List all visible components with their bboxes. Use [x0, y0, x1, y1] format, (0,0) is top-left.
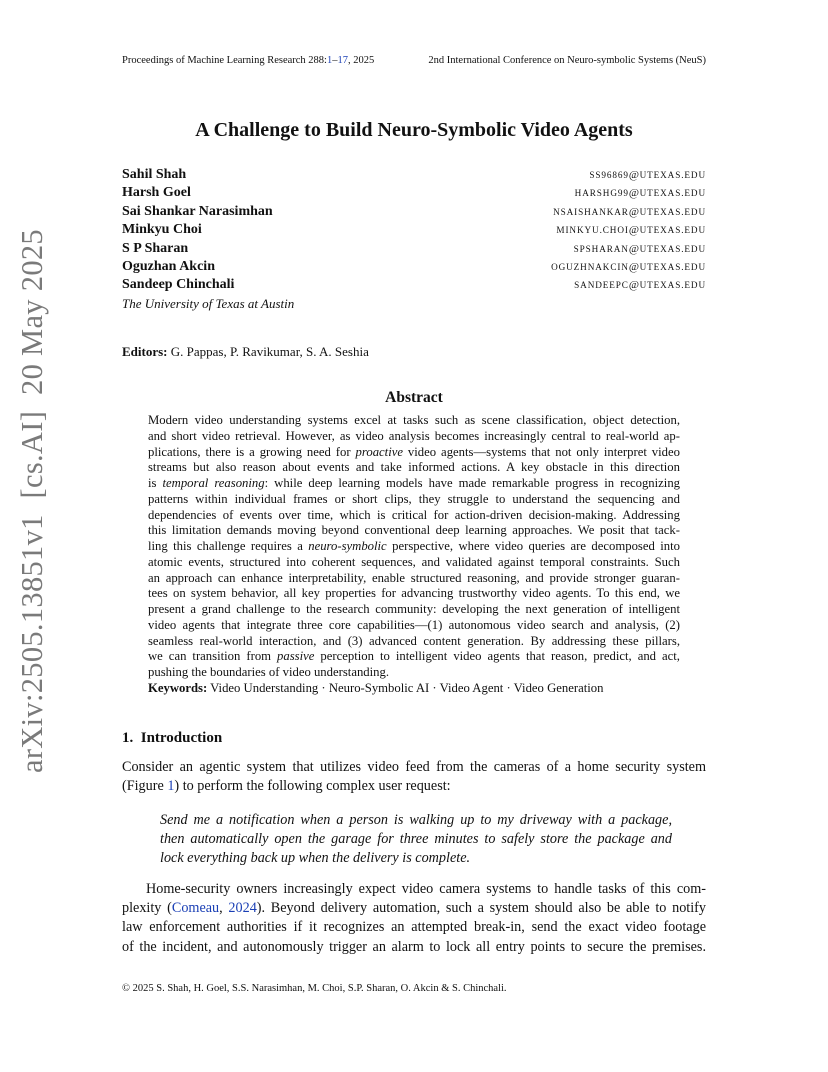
text-run: is	[148, 476, 163, 491]
proceedings-year: , 2025	[347, 55, 375, 66]
text-run: ,	[219, 900, 229, 917]
keywords-list: Video Understanding · Neuro-Symbolic AI · Video Agent · Video Generation	[207, 681, 604, 696]
text-run: we can transition from	[148, 649, 278, 664]
email-user: SS96869	[589, 170, 629, 180]
text-run: plexity (	[122, 900, 172, 917]
author-email[interactable]: SS96869@UTEXAS.EDU	[589, 169, 706, 181]
email-user: SPSHARAN	[573, 243, 629, 254]
page-end-link[interactable]: 17	[337, 55, 348, 66]
text-run: perception to intelligent video agents that reason, predict, and act,	[314, 649, 680, 664]
text-run: plications, there is a growing need for	[148, 444, 356, 459]
author-email[interactable]: SPSHARAN@UTEXAS.EDU	[573, 242, 706, 255]
text-run: ling this challenge requires a	[148, 539, 309, 554]
email-user: HARSHG99	[574, 188, 629, 199]
email-domain: UTEXAS.EDU	[639, 243, 706, 254]
paper-title: A Challenge to Build Neuro-Symbolic Video Agents	[195, 119, 633, 141]
author-row	[122, 277, 706, 295]
arxiv-stamp: arXiv:2505.13851v1 [cs.AI] 20 May 2025	[15, 229, 49, 773]
citation-author-link[interactable]: Comeau	[171, 900, 220, 917]
author-email[interactable]: OGUZHNAKCIN@UTEXAS.EDU	[551, 260, 706, 273]
affiliation: The University of Texas at Austin	[122, 295, 295, 311]
text-run: ). Beyond delivery automation, such a system should also be able to notify	[256, 900, 706, 917]
email-domain: UTEXAS.EDU	[639, 261, 706, 272]
author-email[interactable]: MINKYU.CHOI@UTEXAS.EDU	[556, 224, 706, 237]
email-domain: UTEXAS.EDU	[639, 188, 706, 199]
citation-year-link[interactable]: 2024	[228, 900, 257, 917]
abstract-line: an approach can enhance interpretability, enable structured reasoning, and provide stronger guaran-	[148, 570, 680, 585]
author-name: S P Sharan	[122, 240, 189, 256]
keywords-line	[148, 681, 680, 697]
emphasis: passive	[277, 649, 315, 664]
text-run: : while deep learning models have made remarkable progress in recognizing	[264, 476, 681, 491]
author-row	[122, 259, 706, 277]
author-name: Sai Shankar Narasimhan	[122, 203, 273, 219]
author-row	[122, 222, 706, 240]
paragraph-line	[122, 899, 706, 918]
abstract-line: dependencies of events over time, which is critical for action-driven decision-making. Addressing	[148, 507, 680, 522]
text-run: video agents—systems that not only interpret video	[403, 444, 680, 459]
quote-line: then automatically open the garage for three minutes to safely store the package and	[160, 831, 672, 848]
abstract-line: present a grand challenge to the research community: developing the next generation of intelligent	[148, 602, 680, 617]
intro-paragraph-2	[122, 880, 706, 957]
page-dash: –	[332, 55, 338, 66]
keywords-label: Keywords:	[148, 681, 208, 696]
email-domain: UTEXAS.EDU	[639, 225, 706, 236]
abstract-line: this limitation demands moving beyond conventional deep learning approaches. We posit that tack-	[148, 523, 680, 538]
abstract-line	[148, 539, 680, 555]
author-row	[122, 204, 706, 222]
quote-line: Send me a notification when a person is walking up to my driveway with a package,	[160, 812, 672, 828]
author-row	[122, 185, 706, 203]
email-domain: UTEXAS.EDU	[639, 206, 706, 217]
abstract-line	[148, 445, 680, 461]
abstract-line	[148, 476, 680, 492]
author-name: Sahil Shah	[122, 167, 187, 182]
quote-line: lock everything back up when the delivery is complete.	[160, 850, 471, 867]
abstract-line: seamless real-world interaction, and (3) advanced content generation. By addressing these pillars,	[148, 633, 680, 648]
running-header-right: 2nd International Conference on Neuro-symbolic Systems (NeuS)	[428, 55, 706, 66]
email-user: NSAISHANKAR	[553, 206, 629, 217]
emphasis: proactive	[355, 444, 403, 459]
emphasis: temporal reasoning	[162, 476, 265, 491]
section-title: Introduction	[140, 730, 223, 746]
abstract-line: Modern video understanding systems excel at tasks such as scene classification, object detection,	[148, 413, 680, 427]
editors-line	[122, 344, 369, 360]
email-user: OGUZHNAKCIN	[551, 261, 629, 272]
abstract-line: and short video retrieval. However, as video analysis becomes increasingly central to real-world ap-	[148, 428, 680, 443]
author-email[interactable]: SANDEEPC@UTEXAS.EDU	[574, 279, 706, 292]
abstract-line: streams but also reason about events and take informed actions. A key obstacle in this direction	[148, 460, 680, 475]
paragraph-line	[122, 777, 706, 796]
email-domain: UTEXAS.EDU	[639, 280, 706, 291]
running-header-left	[122, 55, 374, 66]
text-run: Home-security owners increasingly expect video camera systems to handle tasks of this com-	[146, 881, 706, 897]
author-name: Oguzhan Akcin	[122, 258, 215, 274]
page-start-link[interactable]: 1	[326, 55, 333, 66]
user-request-quote	[160, 811, 672, 869]
email-domain: UTEXAS.EDU	[639, 170, 706, 180]
author-row	[122, 167, 706, 185]
abstract-line: pushing the boundaries of video understanding.	[148, 665, 390, 680]
author-name: Minkyu Choi	[122, 222, 202, 238]
author-email[interactable]: NSAISHANKAR@UTEXAS.EDU	[553, 205, 706, 218]
author-name: Harsh Goel	[122, 185, 191, 201]
abstract-line	[148, 649, 680, 665]
paragraph-line: Consider an agentic system that utilizes video feed from the cameras of a home security system	[122, 759, 706, 775]
section-number: 1.	[122, 730, 134, 746]
abstract-heading: Abstract	[385, 389, 443, 406]
email-user: SANDEEPC	[574, 280, 629, 291]
editors-names: G. Pappas, P. Ravikumar, S. A. Seshia	[167, 344, 369, 359]
section-heading	[122, 730, 222, 747]
email-user: MINKYU.CHOI	[556, 225, 629, 236]
abstract-line: atomic events, structured into coherent sequences, and validated against temporal constraints. Such	[148, 554, 680, 569]
abstract-line: video agents that integrate three core capabilities—(1) autonomous video search and analysis, (2)	[148, 617, 680, 632]
emphasis: neuro-symbolic	[308, 539, 387, 554]
proceedings-label: Proceedings of Machine Learning Research 288:	[122, 55, 327, 66]
intro-paragraph-1	[122, 758, 706, 796]
author-name: Sandeep Chinchali	[122, 277, 235, 293]
editors-label: Editors:	[122, 344, 168, 359]
abstract-body	[148, 413, 680, 697]
paragraph-line	[122, 880, 706, 899]
abstract-line: patterns within individual frames or short clips, they struggle to understand the sequencing and	[148, 491, 680, 506]
author-email[interactable]: HARSHG99@UTEXAS.EDU	[574, 187, 706, 200]
copyright-footer: © 2025 S. Shah, H. Goel, S.S. Narasimhan, M. Choi, S.P. Sharan, O. Akcin & S. Chinchali.	[122, 983, 507, 994]
text-run: ) to perform the following complex user request:	[174, 778, 451, 795]
text-run: (Figure	[122, 778, 168, 795]
author-block	[122, 167, 706, 312]
author-row	[122, 241, 706, 259]
figure-ref-link[interactable]: 1	[167, 778, 175, 795]
abstract-line: tees on system behavior, all key properties for advancing trustworthy video agents. To this end, we	[148, 586, 680, 601]
text-run: perspective, where video queries are decomposed into	[386, 539, 680, 554]
paragraph-line: of the incident, and autonomously trigger an alarm to lock all entry points to secure the premises.	[122, 938, 706, 955]
paragraph-line: law enforcement authorities if it recognizes an attempted break-in, send the exact video footage	[122, 919, 706, 936]
